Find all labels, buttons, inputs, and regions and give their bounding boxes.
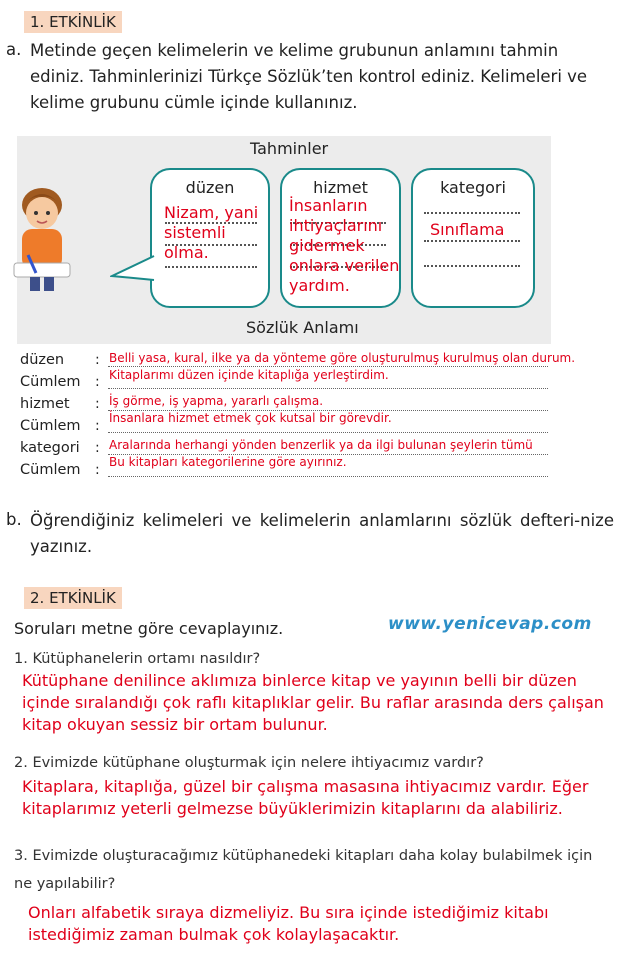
item-b-marker: b.: [6, 510, 22, 529]
activity-2-instruction: Soruları metne göre cevaplayınız.: [14, 619, 284, 638]
dict-value: Belli yasa, kural, ilke ya da yönteme göre oluşturulmuş kurulmuş olan durum.: [109, 351, 576, 365]
dict-line: [108, 432, 548, 433]
dict-line: [108, 476, 548, 477]
item-b-text: Öğrendiğiniz kelimeleri ve kelimelerin anlamlarını sözlük defteri-nize yazınız.: [30, 511, 614, 556]
item-a-marker: a.: [6, 40, 22, 59]
dict-key: Cümlem: [20, 462, 81, 478]
dict-colon: :: [95, 374, 100, 390]
bubble-word: hizmet: [313, 178, 368, 197]
dict-value: Bu kitapları kategorilerine göre ayırınız.: [109, 455, 347, 469]
panel-title: Tahminler: [250, 139, 329, 158]
bubble-answer: İnsanların ihtiyaçlarını gidermek onlara verilen yardım.: [289, 196, 400, 295]
answer-2: Kitaplara, kitaplığa, güzel bir çalışma masasına ihtiyacımız vardır. Eğer kitaplarımız yeterli gelmezse büyüklerimizin kitaplarını da alabiliriz.: [22, 777, 589, 818]
boy-illustration: [12, 183, 72, 293]
dict-key: kategori: [20, 440, 80, 456]
answer-1: Kütüphane denilince aklımıza binlerce kitap ve yayının belli bir düzen içinde sıralandığı çok raflı kitaplıklar gelir. Bu raflar arasında ders çalışan kitap okuyan sessiz bir ortam bulunur.: [22, 671, 604, 734]
answer-line: [424, 240, 520, 242]
bubble-word: düzen: [185, 178, 235, 197]
dict-value: Aralarında herhangi yönden benzerlik ya da ilgi bulunan şeylerin tümü: [109, 438, 533, 452]
activity-1-label: 1. ETKİNLİK: [24, 11, 122, 33]
dict-key: hizmet: [20, 396, 70, 412]
item-a-text: Metinde geçen kelimelerin ve kelime grubunun anlamını tahmin ediniz. Tahminlerinizi Türkçe Sözlük’ten kontrol ediniz. Kelimeleri ve kelime grubunu cümle içinde kullanınız.: [30, 41, 588, 112]
dict-key: düzen: [20, 352, 65, 368]
bubble-answer: Sınıflama: [430, 220, 505, 239]
dict-line: [108, 388, 548, 389]
dict-colon: :: [95, 462, 100, 478]
dict-colon: :: [95, 352, 100, 368]
bubble-tail: [110, 250, 156, 290]
question-3: 3. Evimizde oluşturacağımız kütüphanedeki kitapları daha kolay bulabilmek için ne yapılabilir?: [14, 848, 593, 892]
dict-value: Kitaplarımı düzen içinde kitaplığa yerleştirdim.: [109, 368, 389, 382]
panel-bottom-title: Sözlük Anlamı: [246, 318, 359, 337]
answer-line: [424, 212, 520, 214]
dict-key: Cümlem: [20, 418, 81, 434]
site-watermark: www.yenicevap.com: [388, 614, 592, 634]
dict-line: [108, 366, 548, 367]
question-1: 1. Kütüphanelerin ortamı nasıldır?: [14, 651, 261, 667]
dict-colon: :: [95, 440, 100, 456]
activity-2-label: 2. ETKİNLİK: [24, 587, 122, 609]
question-2: 2. Evimizde kütüphane oluşturmak için nelere ihtiyacımız vardır?: [14, 755, 484, 771]
dict-value: İnsanlara hizmet etmek çok kutsal bir görevdir.: [109, 411, 392, 425]
dict-colon: :: [95, 396, 100, 412]
answer-3: Onları alfabetik sıraya dizmeliyiz. Bu sıra içinde istediğimiz kitabı istediğimiz zaman bulmak çok kolaylaşacaktır.: [28, 903, 549, 944]
dict-colon: :: [95, 418, 100, 434]
answer-line: [424, 265, 520, 267]
bubble-word: kategori: [440, 178, 506, 197]
answer-line: [165, 266, 257, 268]
bubble-answer: Nizam, yani sistemli olma.: [164, 203, 259, 262]
dict-key: Cümlem: [20, 374, 81, 390]
dict-value: İş görme, iş yapma, yararlı çalışma.: [109, 394, 324, 408]
